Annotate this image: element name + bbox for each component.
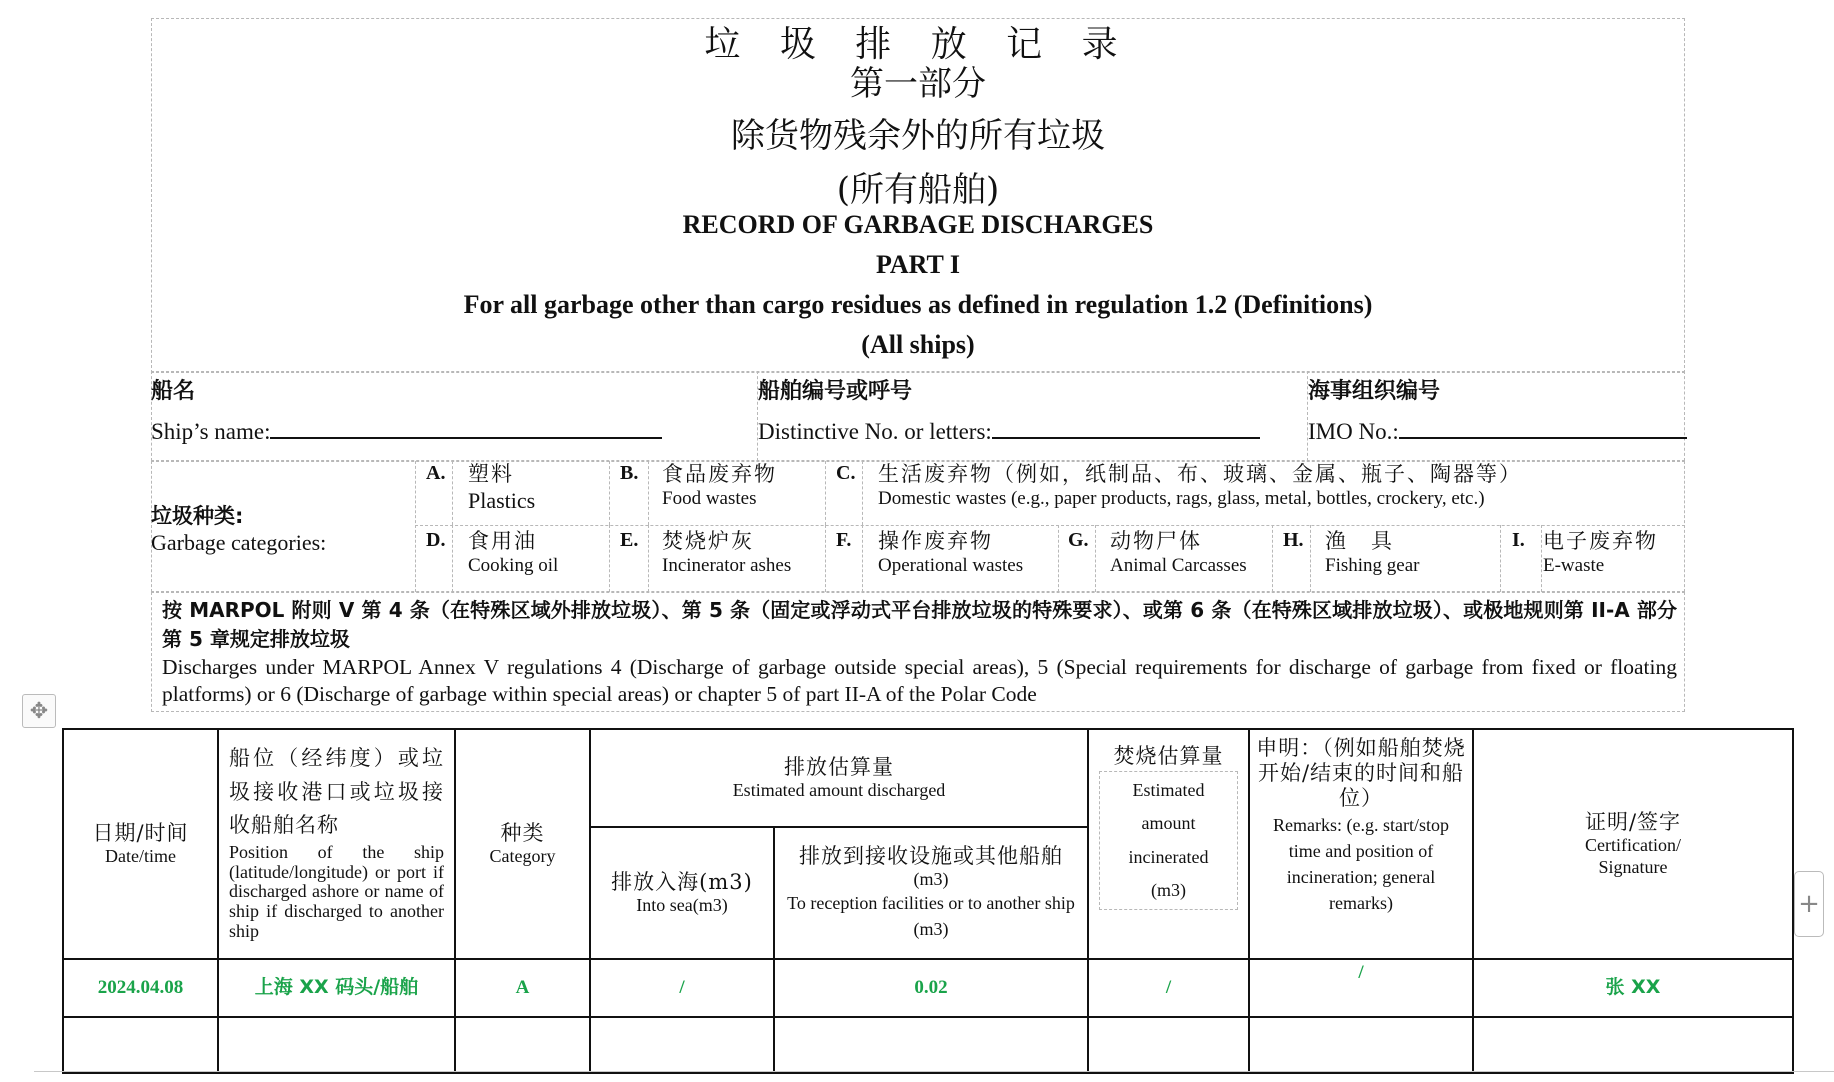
category-i <box>1543 525 1658 577</box>
table-row <box>63 959 1793 1017</box>
cell-remarks[interactable] <box>1249 959 1473 1017</box>
category-h-en: Fishing gear <box>1325 555 1420 576</box>
cell-date[interactable] <box>63 959 218 1017</box>
header-certification-en1: Certification/ <box>1585 835 1681 855</box>
title-en-subtitle: For all garbage other than cargo residues as defined in regulation 1.2 (Definitions) <box>463 290 1373 319</box>
category-a-en: Plastics <box>468 488 536 513</box>
category-e-en: Incinerator ashes <box>662 555 792 576</box>
category-f-cn: 操作废弃物 <box>878 529 993 553</box>
category-g-en: Animal Carcasses <box>1110 555 1247 576</box>
header-incinerated <box>1088 729 1249 959</box>
header-remarks <box>1249 729 1473 959</box>
cell-position[interactable] <box>218 959 455 1017</box>
title-cn-subtitle: 除货物残余外的所有垃圾 <box>731 116 1105 156</box>
header-certification-cn: 证明/签字 <box>1584 809 1682 834</box>
entry-position: 上海 XX 码头/船舶 <box>254 976 419 999</box>
category-a <box>468 458 535 514</box>
empty-cell[interactable] <box>1473 1017 1793 1073</box>
empty-cell[interactable] <box>774 1017 1088 1073</box>
table-move-handle-icon[interactable]: ✥ <box>22 694 56 728</box>
ship-name-label-cn: 船名 <box>151 379 196 404</box>
category-a-cn: 塑料 <box>468 462 514 486</box>
category-c-cn: 生活废弃物（例如，纸制品、布、玻璃、金属、瓶子、陶器等） <box>878 462 1522 486</box>
title-cn-part: 第一部分 <box>850 64 986 104</box>
entry-into-sea: / <box>679 976 685 998</box>
header-incinerated-en2: amount <box>1141 813 1196 834</box>
empty-cell[interactable] <box>1088 1017 1249 1073</box>
header-position-cn: 船位（经纬度）或垃圾接收港口或垃圾接收船舶名称 <box>229 746 444 838</box>
header-date-cn: 日期/时间 <box>92 820 189 845</box>
add-icon[interactable]: + <box>1794 871 1824 937</box>
category-g-cn: 动物尸体 <box>1110 529 1202 553</box>
category-b-en: Food wastes <box>662 488 757 509</box>
cell-incinerated[interactable] <box>1088 959 1249 1017</box>
header-estimated-en: Estimated amount discharged <box>732 779 946 800</box>
empty-cell[interactable] <box>63 1017 218 1073</box>
category-i-cn: 电子废弃物 <box>1543 529 1658 553</box>
distinctive-label-en: Distinctive No. or letters: <box>758 419 992 444</box>
header-incinerated-box <box>1099 771 1238 910</box>
category-letter-i: I. <box>1512 529 1525 551</box>
cell-into-sea[interactable] <box>590 959 774 1017</box>
header-certification <box>1473 729 1793 959</box>
ship-name-line[interactable] <box>270 411 662 439</box>
cell-reception[interactable] <box>774 959 1088 1017</box>
category-e-cn: 焚烧炉灰 <box>662 529 754 553</box>
distinctive-label-cn: 船舶编号或呼号 <box>758 379 913 404</box>
header-incinerated-cn: 焚烧估算量 <box>1113 744 1224 768</box>
marpol-note-cn: 按 MARPOL 附则 V 第 4 条（在特殊区域外排放垃圾）、第 5 条（固定或浮动式平台排放垃圾的特殊要求）、或第 6 条（在特殊区域排放垃圾）、或极地规则第 II-A 部分第 5 章规定排放垃圾 <box>162 598 1677 651</box>
title-cn-ships: (所有船舶) <box>836 170 1000 210</box>
header-reception <box>774 827 1088 959</box>
category-d-en: Cooking oil <box>468 555 559 576</box>
entry-category: A <box>515 976 530 998</box>
category-f-en: Operational wastes <box>878 555 1024 576</box>
ship-name-label-en: Ship’s name: <box>151 419 271 444</box>
header-incinerated-en1: Estimated <box>1132 780 1205 801</box>
entry-signature: 张 XX <box>1605 976 1661 999</box>
ship-name-field <box>151 374 662 445</box>
header-incinerated-en4: (m3) <box>1151 880 1186 901</box>
categories-label-en: Garbage categories: <box>151 530 327 555</box>
header-certification-en2: Signature <box>1598 856 1668 877</box>
imo-label-en: IMO No.: <box>1308 419 1399 444</box>
record-table <box>62 728 1794 1074</box>
cell-category[interactable] <box>455 959 590 1017</box>
category-e <box>662 525 791 577</box>
title-en-main: RECORD OF GARBAGE DISCHARGES <box>682 210 1154 239</box>
entry-date: 2024.04.08 <box>97 976 184 998</box>
category-d-cn: 食用油 <box>468 529 537 553</box>
category-h <box>1325 525 1419 577</box>
imo-no-field <box>1308 374 1687 445</box>
category-i-en: E-waste <box>1543 555 1605 576</box>
header-into-sea-cn: 排放入海(m3) <box>611 869 753 894</box>
category-letter-h: H. <box>1283 529 1304 551</box>
header-position <box>218 729 455 959</box>
entry-reception: 0.02 <box>914 976 948 998</box>
category-letter-g: G. <box>1068 529 1089 551</box>
distinctive-line[interactable] <box>992 411 1260 439</box>
header-into-sea-en: Into sea(m3) <box>636 894 728 915</box>
empty-cell[interactable] <box>1249 1017 1473 1073</box>
category-letter-c: C. <box>836 462 856 484</box>
header-incinerated-en3: incinerated <box>1128 846 1209 867</box>
categories-label-cn: 垃圾种类: <box>151 504 244 528</box>
category-b <box>662 458 777 510</box>
entry-incinerated: / <box>1165 976 1172 998</box>
header-reception-cn: 排放到接收设施或其他船舶 <box>799 843 1063 868</box>
header-estimated <box>590 729 1088 827</box>
title-cn-main: 垃 圾 排 放 记 录 <box>704 24 1132 65</box>
imo-label-cn: 海事组织编号 <box>1308 379 1441 404</box>
header-date <box>63 729 218 959</box>
category-letter-a: A. <box>426 462 446 484</box>
header-remarks-en: Remarks: (e.g. start/stop time and position of incineration; general remarks) <box>1273 814 1449 913</box>
entry-remarks: / <box>1358 962 1364 983</box>
categories-label <box>151 500 326 556</box>
marpol-note-en: Discharges under MARPOL Annex V regulations 4 (Discharge of garbage outside special areas), 5 (Special requirements for discharge of garbage from fixed or floating platforms) or 6 (Discharge of garbage within special areas) or chapter 5 of part II-A of the Polar Code <box>162 655 1677 706</box>
category-letter-d: D. <box>426 529 446 551</box>
table-row <box>63 1017 1793 1073</box>
category-f <box>878 525 1023 577</box>
header-reception-en2: To reception facilities or to another ship (m3) <box>787 893 1075 940</box>
category-b-cn: 食品废弃物 <box>662 462 777 486</box>
title-en-ships: (All ships) <box>861 330 975 359</box>
cell-signature[interactable] <box>1473 959 1793 1017</box>
category-letter-e: E. <box>620 529 639 551</box>
page-bottom-edge <box>34 1071 1834 1072</box>
empty-cell[interactable] <box>455 1017 590 1073</box>
empty-cell[interactable] <box>218 1017 455 1073</box>
marpol-note <box>162 596 1677 707</box>
imo-line[interactable] <box>1399 411 1687 439</box>
header-position-en: Position of the ship (latitude/longitude) or port if discharged ashore or name of ship if discharged to another ship <box>229 841 444 941</box>
title-en-part: PART I <box>875 250 961 279</box>
category-g <box>1110 525 1247 577</box>
category-c <box>878 458 1522 510</box>
header-category-cn: 种类 <box>500 820 545 845</box>
header-reception-en1: (m3) <box>913 868 949 889</box>
header-date-en: Date/time <box>105 845 176 866</box>
category-d <box>468 525 558 577</box>
category-letter-b: B. <box>620 462 639 484</box>
header-estimated-cn: 排放估算量 <box>784 754 894 779</box>
category-h-cn: 渔 具 <box>1325 529 1394 553</box>
header-remarks-cn: 申明：（例如船舶焚烧开始/结束的时间和船位） <box>1256 736 1466 811</box>
header-category <box>455 729 590 959</box>
header-category-en: Category <box>489 845 556 866</box>
distinctive-no-field <box>758 374 1260 445</box>
category-letter-f: F. <box>836 529 852 551</box>
category-c-en: Domestic wastes (e.g., paper products, rags, glass, metal, bottles, crockery, etc.) <box>878 488 1485 509</box>
header-into-sea <box>590 827 774 959</box>
empty-cell[interactable] <box>590 1017 774 1073</box>
